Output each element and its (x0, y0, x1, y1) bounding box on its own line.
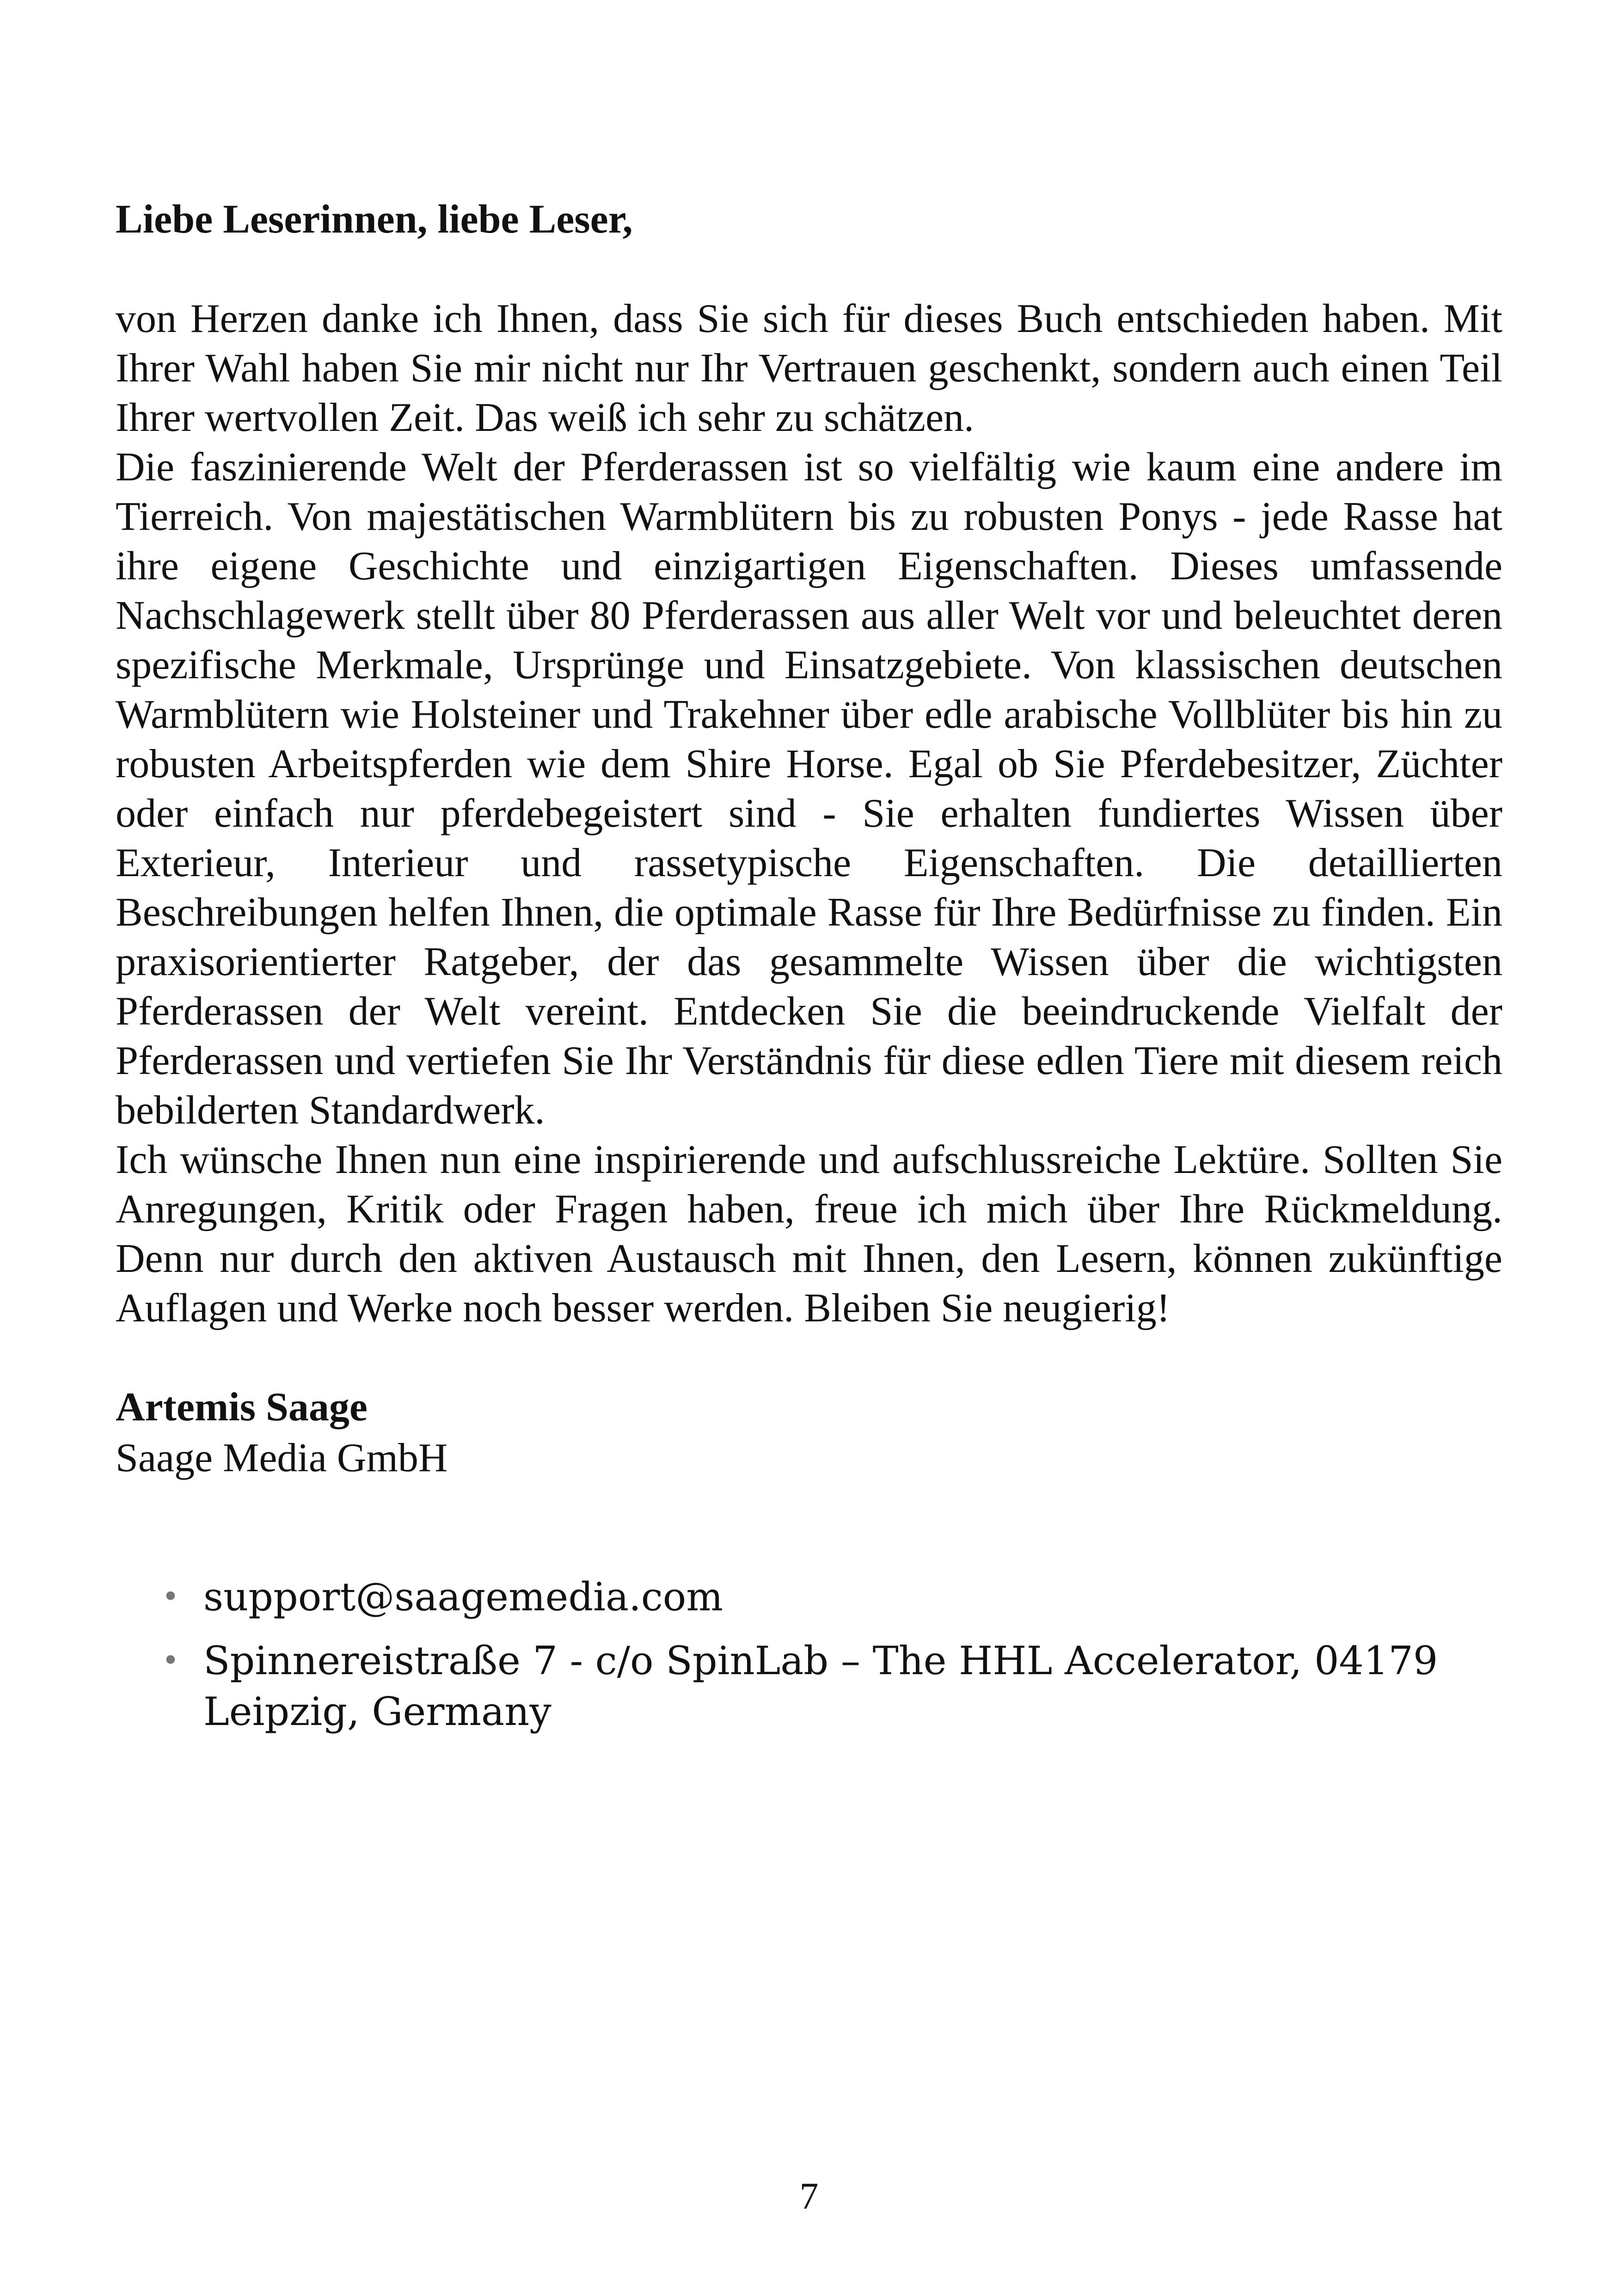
letter-greeting: Liebe Leserinnen, liebe Leser, (116, 197, 633, 242)
contact-email-item (162, 1572, 1452, 1622)
letter-content (116, 194, 1502, 1750)
paragraph-closing: Ich wünsche Ihnen nun eine inspirierende und aufschlussreiche Lektüre. Sollten Sie Anregungen, Kritik oder Fragen haben, freue ich mich über Ihre Rückmeldung. Denn nur durch den aktiven Austausch mit Ihnen, den Lesern, können zukünftige Auflagen und Werke noch besser werden. Bleiben Sie neugierig! (116, 1137, 1502, 1331)
signature-block (116, 1382, 1502, 1484)
paragraph-book-description: Die faszinierende Welt der Pferderassen ist so vielfältig wie kaum eine andere im Tierreich. Von majestätischen Warmblütern bis zu robusten Ponys - jede Rasse hat ihre eigene Geschichte und einzigartigen Eigenschaften. Dieses umfassende Nachschlagewerk stellt über 80 Pferderassen aus aller Welt vor und beleuchtet deren spezifische Merkmale, Ursprünge und Einsatzgebiete. Von klassischen deutschen Warmblütern wie Holsteiner und Trakehner über edle arabische Vollblüter bis hin zu robusten Arbeitspferden wie dem Shire Horse. Egal ob Sie Pferdebesitzer, Züchter oder einfach nur pferdebegeistert sind - Sie erhalten fundiertes Wissen über Exterieur, Interieur und rassetypische Eigenschaften. Die detaillierten Beschreibungen helfen Ihnen, die optimale Rasse für Ihre Bedürfnisse zu finden. Ein praxisorientierter Ratgeber, der das gesammelte Wissen über die wichtigsten Pferderassen der Welt vereint. Entdecken Sie die beeindruckende Vielfalt der Pferderassen und vertiefen Sie Ihr Verständnis für diese edlen Tiere mit diesem reich bebilderten Standardwerk. (116, 445, 1502, 1133)
author-name: Artemis Saage (116, 1385, 368, 1430)
contact-address-item (162, 1635, 1452, 1737)
page-number: 7 (799, 2175, 819, 2217)
bullet-icon: • (162, 1580, 179, 1614)
contact-address: Spinnereistraße 7 - c/o SpinLab – The HHL Accelerator, 04179 Leipzig, Germany (203, 1638, 1438, 1734)
contact-list (116, 1572, 1452, 1737)
contact-email: support@saagemedia.com (203, 1574, 723, 1620)
paragraph-thanks: von Herzen danke ich Ihnen, dass Sie sich für dieses Buch entschieden haben. Mit Ihrer Wahl haben Sie mir nicht nur Ihr Vertrauen geschenkt, sondern auch einen Teil Ihrer wertvollen Zeit. Das weiß ich sehr zu schätzen. (116, 296, 1502, 440)
bullet-icon: • (162, 1644, 179, 1678)
company-name: Saage Media GmbH (116, 1436, 448, 1480)
